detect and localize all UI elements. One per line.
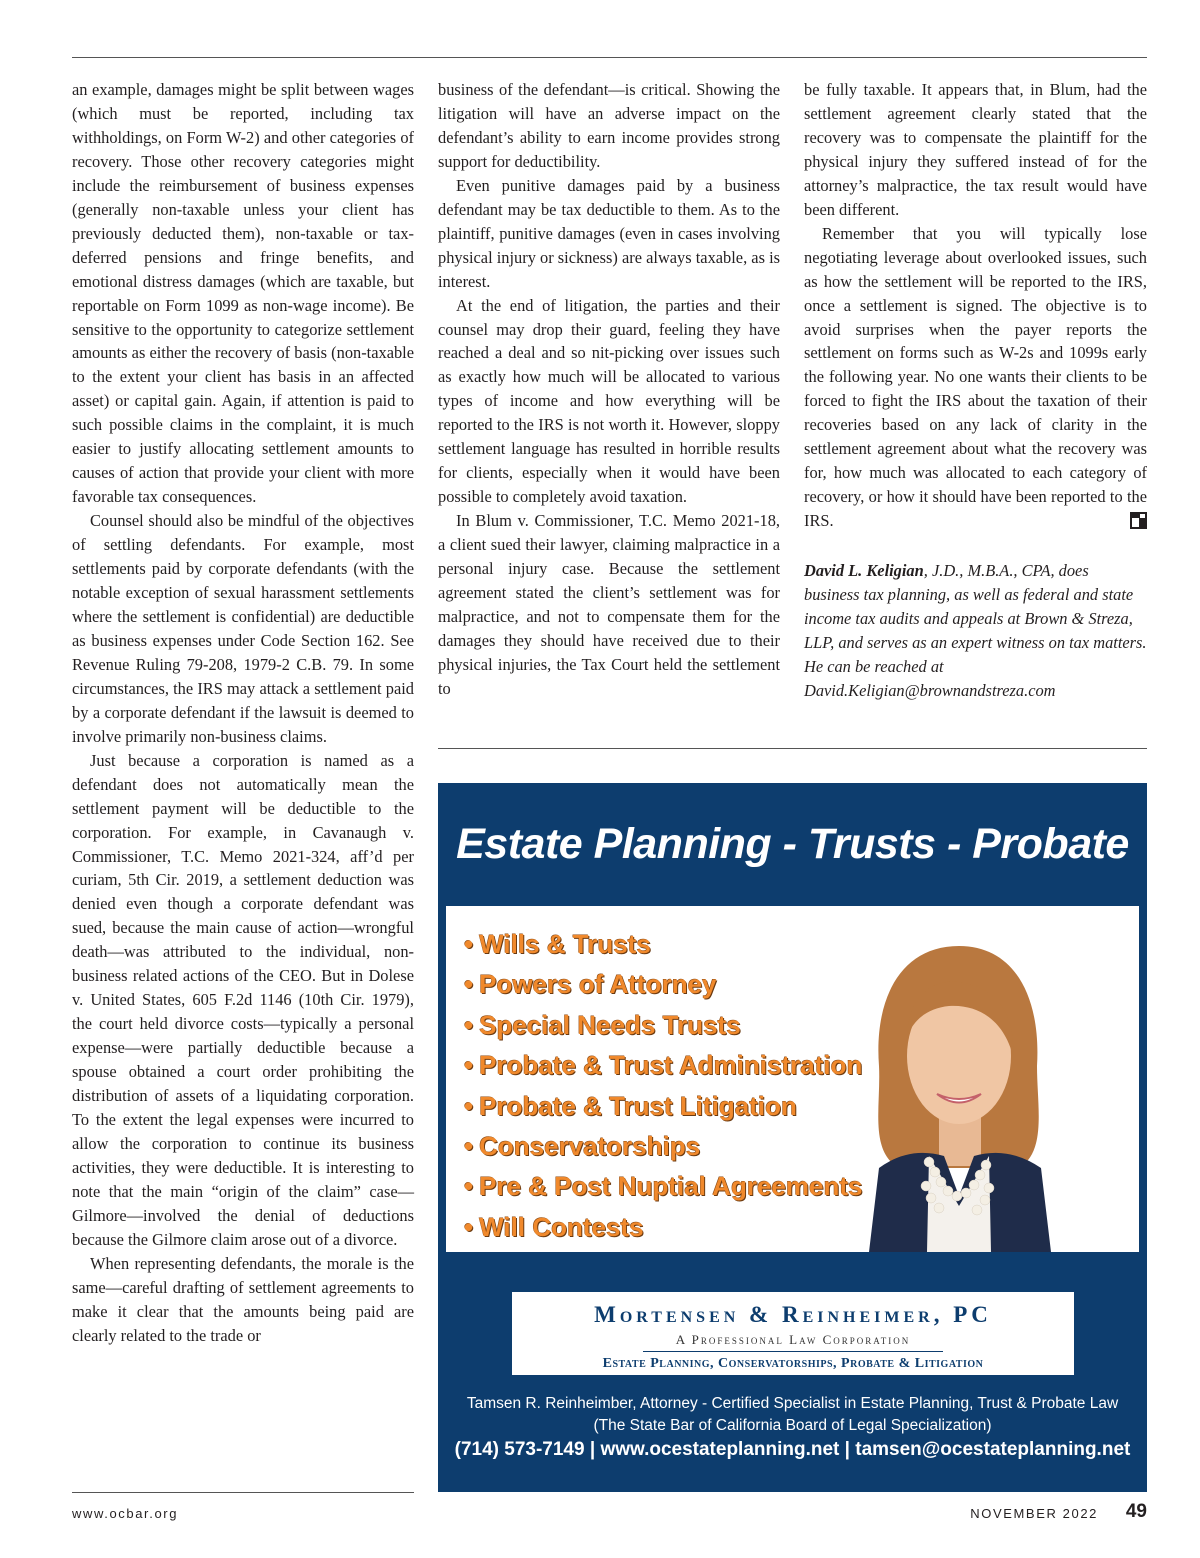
ad-service-label: Probate & Trust Litigation: [479, 1090, 797, 1121]
author-name: David L. Keligian: [804, 561, 924, 581]
footer-website[interactable]: www.ocbar.org: [72, 1506, 179, 1521]
paragraph: Remember that you will typically lose negotiating leverage about overlooked issues, such as how the settlement will be reported to the IRS, once a settlement is signed. The objective is to avoid surprises when the payer reports the settlement on forms such as W-2s and 1099s early the following year. No one wants their clients to be forced to fight the IRS about the taxation of their recoveries based on any lack of clarity in the settlement agreement about what the recovery was for, how much was allocated to each category of recovery, or how it should have been reported to the IRS.: [804, 223, 1147, 531]
ad-service-label: Special Needs Trusts: [479, 1009, 741, 1040]
firm-subtitle: A Professional Law Corporation: [675, 1332, 911, 1347]
bullet-icon: •: [464, 969, 474, 1000]
firm-box: [512, 1292, 1074, 1375]
ad-service-item: [464, 1005, 862, 1045]
author-bio: [804, 559, 1147, 703]
ad-service-item: [464, 1166, 862, 1206]
cert-line-2: (The State Bar of California Board of Legal Specialization): [593, 1417, 992, 1434]
paragraph: Even punitive damages paid by a business defendant may be tax deductible to them. As to the plaintiff, punitive damages (even in cases involving physical injury or sickness) are always taxable, as is interest.: [438, 175, 780, 291]
ad-service-label: Probate & Trust Administration: [479, 1050, 863, 1081]
bullet-icon: •: [464, 1050, 474, 1081]
section-rule: [438, 748, 1147, 749]
paragraph: an example, damages might be split between wages (which must be reported, including tax withholdings, on Form W-2) and other categories of recovery. Those other recovery categories might include the reimbursement of business expenses (generally non-taxable unless your client has previously deducted them), non-taxable or tax-deferred pensions and fringe benefits, and emotional distress damages (which are taxable, but reportable on Form 1099 as non-wage income). Be sensitive to the opportunity to categorize settlement amounts as either the recovery of basis (non-taxable to the extent your client has basis in an affected asset) or capital gain. Again, if attention is paid to such possible claims in the complaint, it is much easier to justify allocating settlement amounts to causes of action that provide your client with more favorable tax consequences.: [72, 80, 414, 507]
article-column-2: [438, 78, 780, 701]
bullet-icon: •: [464, 1211, 474, 1242]
ad-service-label: Powers of Attorney: [479, 969, 717, 1000]
ad-certification: [438, 1393, 1147, 1437]
paragraph: Counsel should also be mindful of the objectives of settling defendants. For example, most settlements paid by corporate defendants (with the notable exception of sexual harassment settlements where the settlement is confidential) are deductible as business expenses under Code Section 162. See Revenue Ruling 79-208, 1979-2 C.B. 79. In some circumstances, the IRS may attack a settlement paid by a corporate defendant if the lawsuit is deemed to involve primarily non-business claims.: [72, 511, 414, 746]
ad-service-label: Conservatorships: [479, 1131, 701, 1162]
bullet-icon: •: [464, 1009, 474, 1040]
ad-contact[interactable]: (714) 573-7149 | www.ocestateplanning.net | tamsen@ocestateplanning.net: [454, 1439, 1131, 1460]
firm-name: Mortensen & Reinheimer, PC: [594, 1302, 992, 1327]
top-rule: [72, 57, 1147, 58]
bullet-icon: •: [464, 1131, 474, 1162]
ad-service-item: [464, 1045, 862, 1085]
ad-service-item: [464, 1207, 862, 1247]
paragraph: In Blum v. Commissioner, T.C. Memo 2021-18, a client sued their lawyer, claiming malpractice in a personal injury case. Because the settlement agreement stated the client’s settlement was for malpractice, and not to compensate them for the damages they should have received due to their physical injuries, the Tax Court held the settlement to: [438, 511, 780, 698]
firm-practice-areas: Estate Planning, Conservatorships, Probate & Litigation: [602, 1356, 984, 1371]
bullet-icon: •: [464, 929, 474, 959]
ad-service-item: [464, 964, 862, 1004]
paragraph: At the end of litigation, the parties and their counsel may drop their guard, feeling they have reached a deal and so nit-picking over issues such as exactly how much will be allocated to various types of income and how everything will be reported to the IRS is not worth it. However, sloppy settlement language has resulted in horrible results for clients, especially when it would have been possible to completely avoid taxation.: [438, 295, 780, 507]
ad-title: Estate Planning - Trusts - Probate: [456, 820, 1129, 868]
ad-service-item: [464, 1126, 862, 1166]
ad-services-list: [464, 924, 862, 1247]
article-column-1: [72, 78, 414, 1348]
ad-service-item: [464, 1086, 862, 1126]
ad-service-label: Will Contests: [479, 1211, 644, 1242]
footer-issue: NOVEMBER 2022: [970, 1506, 1098, 1521]
bullet-icon: •: [464, 1090, 474, 1121]
article-column-3: [804, 78, 1147, 703]
bullet-icon: •: [464, 1171, 474, 1202]
paragraph: business of the defendant—is critical. Showing the litigation will have an adverse impact on the defendant’s ability to earn income provides strong support for deductibility.: [438, 80, 780, 171]
end-of-article-icon: [1130, 512, 1147, 529]
ad-service-label: Pre & Post Nuptial Agreements: [479, 1171, 863, 1202]
firm-rule: [643, 1351, 943, 1352]
ad-services-panel: [446, 906, 1139, 1252]
footer-rule: [72, 1492, 414, 1493]
author-bio-text: , J.D., M.B.A., CPA, does business tax planning, as well as federal and state income tax audits and appeals at Brown & Streza, LLP, and serves as an expert witness on tax matters. He can be reached at David.Keligian@brownandstreza.com: [804, 561, 1147, 701]
page-number: 49: [1125, 1501, 1147, 1522]
paragraph: be fully taxable. It appears that, in Blum, had the settlement agreement clearly stated that the recovery was to compensate the plaintiff for the physical injury they suffered instead of for the attorney’s malpractice, the tax result would have been different.: [804, 80, 1147, 219]
ad-service-item: [464, 924, 862, 964]
ad-service-label: Wills & Trusts: [479, 929, 651, 959]
cert-line-1: Tamsen R. Reinheimber, Attorney - Certified Specialist in Estate Planning, Trust & Probate Law: [466, 1395, 1119, 1412]
advertisement[interactable]: [438, 783, 1147, 1492]
paragraph: When representing defendants, the morale is the same—careful drafting of settlement agreements to make it clear that the amounts being paid are clearly related to the trade or: [72, 1253, 414, 1345]
paragraph: Just because a corporation is named as a defendant does not automatically mean the settlement payment will be deductible to the corporation. For example, in Cavanaugh v. Commissioner, T.C. Memo 2021-324, aff’d per curiam, 5th Cir. 2019, a settlement deduction was denied even though a corporate defendant was sued, because the main cause of action—wrongful death—was attributed to the individual, non-business related actions of the CEO. But in Dolese v. United States, 605 F.2d 1146 (10th Cir. 1979), the court held divorce costs—typically a personal expense—were partially deductible because a spouse obtained a court order prohibiting the distribution of assets of a liquidating corporation. To the extent the legal expenses were incurred to allow the corporation to continue its business activities, they were deductible. It is interesting to note that the main “origin of the claim” case—Gilmore—involved the denial of deductions because the Gilmore claim arose out of a divorce.: [72, 750, 414, 1249]
